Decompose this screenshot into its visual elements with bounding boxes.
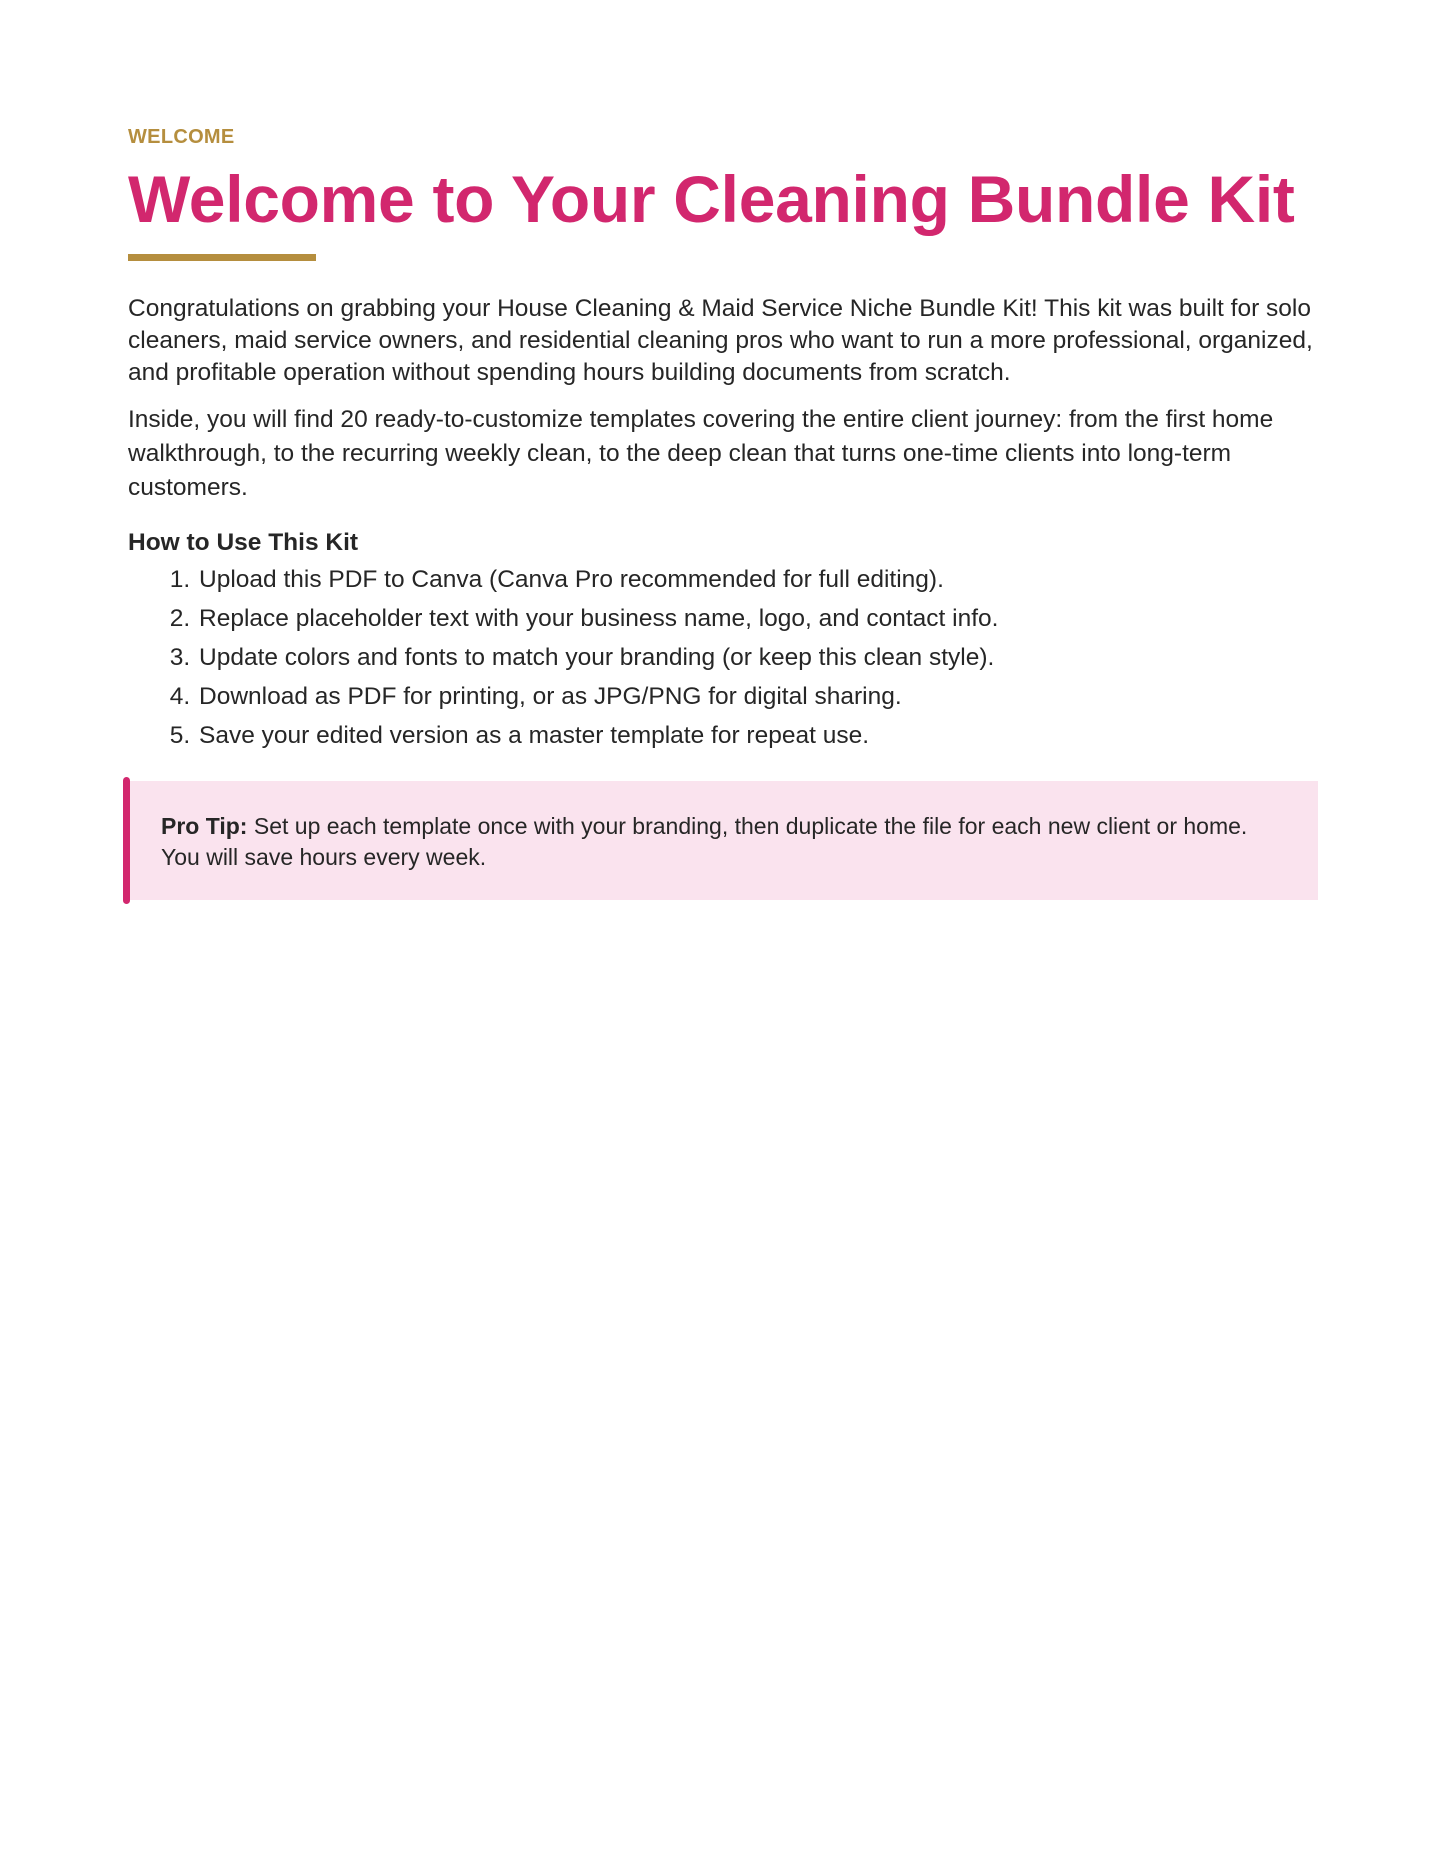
list-item: 2. Replace placeholder text with your business name, logo, and contact info.: [197, 603, 1318, 635]
list-item: 5. Save your edited version as a master template for repeat use.: [197, 720, 1318, 752]
section-eyebrow: WELCOME: [128, 126, 235, 148]
intro-paragraph-1: Congratulations on grabbing your House Cleaning & Maid Service Niche Bundle Kit! This kit was built for solo cleaners, maid service owners, and residential cleaning pros who want to run a more professional, organized, and profitable operation without spending hours building documents from scratch.: [128, 295, 1313, 386]
list-item: 3. Update colors and fonts to match your branding (or keep this clean style).: [197, 642, 1318, 674]
document-page: [128, 125, 1318, 900]
pro-tip-text: [161, 811, 1282, 873]
callout-accent-bar: [123, 777, 130, 904]
how-to-steps-list: [128, 564, 1318, 752]
pro-tip-callout: [128, 781, 1318, 900]
pro-tip-body: Set up each template once with your branding, then duplicate the file for each new client or home. You will save hours every week.: [161, 813, 1248, 870]
list-item: 4. Download as PDF for printing, or as JPG/PNG for digital sharing.: [197, 681, 1318, 713]
page-title: Welcome to Your Cleaning Bundle Kit: [128, 162, 1295, 236]
title-underline: [128, 254, 316, 261]
how-to-heading: How to Use This Kit: [128, 529, 359, 556]
list-item: 1. Upload this PDF to Canva (Canva Pro recommended for full editing).: [197, 564, 1318, 596]
intro-paragraph-2: Inside, you will find 20 ready-to-customize templates covering the entire client journey: from the first home walkthrough, to the recurring weekly clean, to the deep clean that turns one-time clients into long-term customers.: [128, 406, 1274, 501]
pro-tip-label: Pro Tip:: [161, 813, 248, 839]
